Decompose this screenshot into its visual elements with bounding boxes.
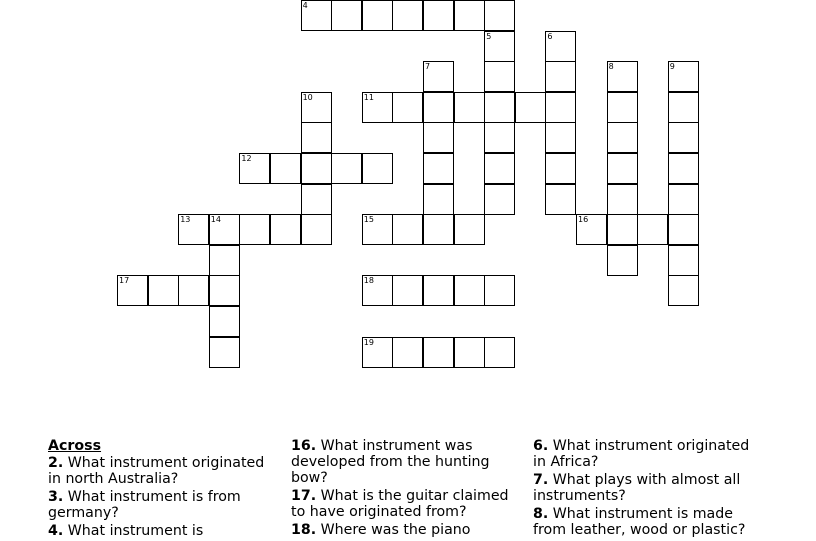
across-header: Across — [48, 438, 102, 454]
clue-number-label: 18 — [363, 276, 374, 286]
clue-text: What instrument originated in Africa? — [533, 438, 750, 470]
grid-cell-8[interactable] — [607, 61, 638, 92]
clue-text: What instrument originated in north Australia? — [48, 455, 265, 487]
clue-number: 17. — [291, 488, 317, 504]
grid-cell[interactable] — [607, 184, 638, 215]
grid-cell[interactable] — [454, 275, 485, 306]
grid-cell[interactable] — [423, 122, 454, 153]
grid-cell[interactable] — [484, 122, 515, 153]
grid-cell[interactable] — [484, 184, 515, 215]
clue-number-label: 4 — [302, 1, 308, 10]
grid-cell[interactable] — [301, 122, 332, 153]
clue-number: 2. — [48, 455, 64, 471]
clues-column-3 — [533, 438, 755, 540]
grid-cell[interactable] — [545, 184, 576, 215]
clue-text: What instrument is made from leather, wood or plastic? — [533, 506, 746, 538]
grid-cell[interactable] — [484, 0, 515, 31]
clue-text: What plays with almost all instruments? — [533, 472, 741, 504]
grid-cell-7[interactable] — [423, 61, 454, 92]
clue-number-label: 8 — [608, 62, 614, 72]
clue-number-label: 5 — [486, 31, 492, 41]
grid-cell[interactable] — [301, 153, 332, 184]
grid-cell[interactable] — [484, 337, 515, 368]
grid-cell[interactable] — [270, 214, 301, 245]
clue-text: What instrument was developed from the hunting bow? — [291, 438, 490, 486]
clue-number-label: 6 — [547, 31, 553, 41]
clue-across-3 — [48, 489, 270, 521]
grid-cell[interactable] — [423, 275, 454, 306]
grid-cell[interactable] — [545, 92, 576, 123]
clue-across-2 — [48, 455, 270, 487]
grid-cell-5[interactable] — [484, 31, 515, 62]
grid-cell[interactable] — [239, 214, 270, 245]
grid-cell-19[interactable] — [362, 337, 393, 368]
grid-cell[interactable] — [392, 92, 423, 123]
grid-cell[interactable] — [484, 61, 515, 92]
grid-cell-4[interactable] — [301, 0, 332, 31]
clue-number-label: 11 — [363, 92, 374, 102]
clue-number: 7. — [533, 472, 549, 488]
grid-cell[interactable] — [454, 214, 485, 245]
grid-cell[interactable] — [209, 275, 240, 306]
clue-number-label: 7 — [425, 62, 431, 72]
grid-cell-10[interactable] — [301, 92, 332, 123]
grid-cell[interactable] — [668, 275, 699, 306]
grid-cell[interactable] — [423, 0, 454, 31]
grid-cell[interactable] — [209, 337, 240, 368]
grid-cell[interactable] — [392, 337, 423, 368]
grid-cell[interactable] — [515, 92, 546, 123]
clue-number-label: 9 — [669, 62, 675, 72]
clue-across-17 — [291, 488, 513, 520]
clue-down-8 — [533, 506, 755, 538]
grid-cell[interactable] — [362, 153, 393, 184]
clue-down-6 — [533, 438, 755, 470]
grid-cell[interactable] — [545, 153, 576, 184]
grid-cell[interactable] — [423, 337, 454, 368]
grid-cell[interactable] — [392, 214, 423, 245]
grid-cell[interactable] — [668, 214, 699, 245]
clue-text: What instrument is from germany? — [48, 489, 241, 521]
grid-cell[interactable] — [301, 214, 332, 245]
clue-number-label: 14 — [210, 215, 221, 225]
grid-cell-9[interactable] — [668, 61, 699, 92]
clues-panel — [0, 436, 816, 539]
grid-cell[interactable] — [209, 245, 240, 276]
grid-cell[interactable] — [668, 122, 699, 153]
grid-cell-14[interactable] — [209, 214, 240, 245]
clue-number-label: 16 — [578, 215, 589, 225]
grid-cell-6[interactable] — [545, 31, 576, 62]
grid-cell[interactable] — [545, 122, 576, 153]
grid-cell[interactable] — [607, 153, 638, 184]
grid-cell[interactable] — [484, 153, 515, 184]
grid-cell[interactable] — [331, 153, 362, 184]
clue-number: 16. — [291, 438, 317, 454]
grid-cell[interactable] — [454, 0, 485, 31]
clue-number: 8. — [533, 506, 549, 522]
grid-cell[interactable] — [331, 0, 362, 31]
grid-cell-18[interactable] — [362, 275, 393, 306]
grid-cell[interactable] — [148, 275, 179, 306]
grid-cell[interactable] — [668, 153, 699, 184]
clue-number-label: 15 — [363, 215, 374, 225]
grid-cell[interactable] — [607, 92, 638, 123]
grid-cell-12[interactable] — [239, 153, 270, 184]
clue-across-18 — [291, 522, 513, 538]
grid-cell-11[interactable] — [362, 92, 393, 123]
grid-cell[interactable] — [668, 92, 699, 123]
grid-cell[interactable] — [545, 61, 576, 92]
grid-cell[interactable] — [423, 184, 454, 215]
grid-cell[interactable] — [209, 306, 240, 337]
grid-cell[interactable] — [607, 214, 638, 245]
clue-number-label: 17 — [119, 276, 130, 286]
grid-cell[interactable] — [301, 184, 332, 215]
clue-number-label: 10 — [302, 92, 313, 102]
grid-cell[interactable] — [454, 337, 485, 368]
grid-cell[interactable] — [607, 245, 638, 276]
grid-cell[interactable] — [270, 153, 301, 184]
grid-cell[interactable] — [668, 245, 699, 276]
clue-number: 4. — [48, 523, 64, 539]
grid-cell[interactable] — [423, 214, 454, 245]
grid-cell[interactable] — [668, 184, 699, 215]
clue-number-label: 13 — [180, 215, 191, 225]
clue-text: What instrument is — [67, 523, 204, 539]
clue-number: 18. — [291, 522, 317, 538]
grid-cell[interactable] — [392, 275, 423, 306]
clues-column-2 — [291, 438, 513, 540]
clue-number: 3. — [48, 489, 64, 505]
grid-cell[interactable] — [454, 92, 485, 123]
grid-cell[interactable] — [607, 122, 638, 153]
grid-cell-17[interactable] — [117, 275, 148, 306]
grid-cell[interactable] — [392, 0, 423, 31]
clue-text: Where was the piano — [320, 522, 471, 538]
grid-cell[interactable] — [178, 275, 209, 306]
clue-number-label: 19 — [363, 337, 374, 347]
grid-cell[interactable] — [484, 92, 515, 123]
grid-cell-13[interactable] — [178, 214, 209, 245]
clue-down-7 — [533, 472, 755, 504]
grid-cell[interactable] — [362, 0, 393, 31]
clue-across-4 — [48, 523, 270, 539]
clue-number-label: 12 — [241, 154, 252, 163]
grid-cell[interactable] — [423, 153, 454, 184]
grid-cell[interactable] — [484, 275, 515, 306]
clue-number: 6. — [533, 438, 549, 454]
clue-across-16 — [291, 438, 513, 486]
clue-text: What is the guitar claimed to have originated from? — [291, 488, 509, 520]
grid-cell[interactable] — [637, 214, 668, 245]
grid-cell[interactable] — [423, 92, 454, 123]
grid-cell-15[interactable] — [362, 214, 393, 245]
clues-column-1 — [48, 436, 270, 541]
grid-cell-16[interactable] — [576, 214, 607, 245]
